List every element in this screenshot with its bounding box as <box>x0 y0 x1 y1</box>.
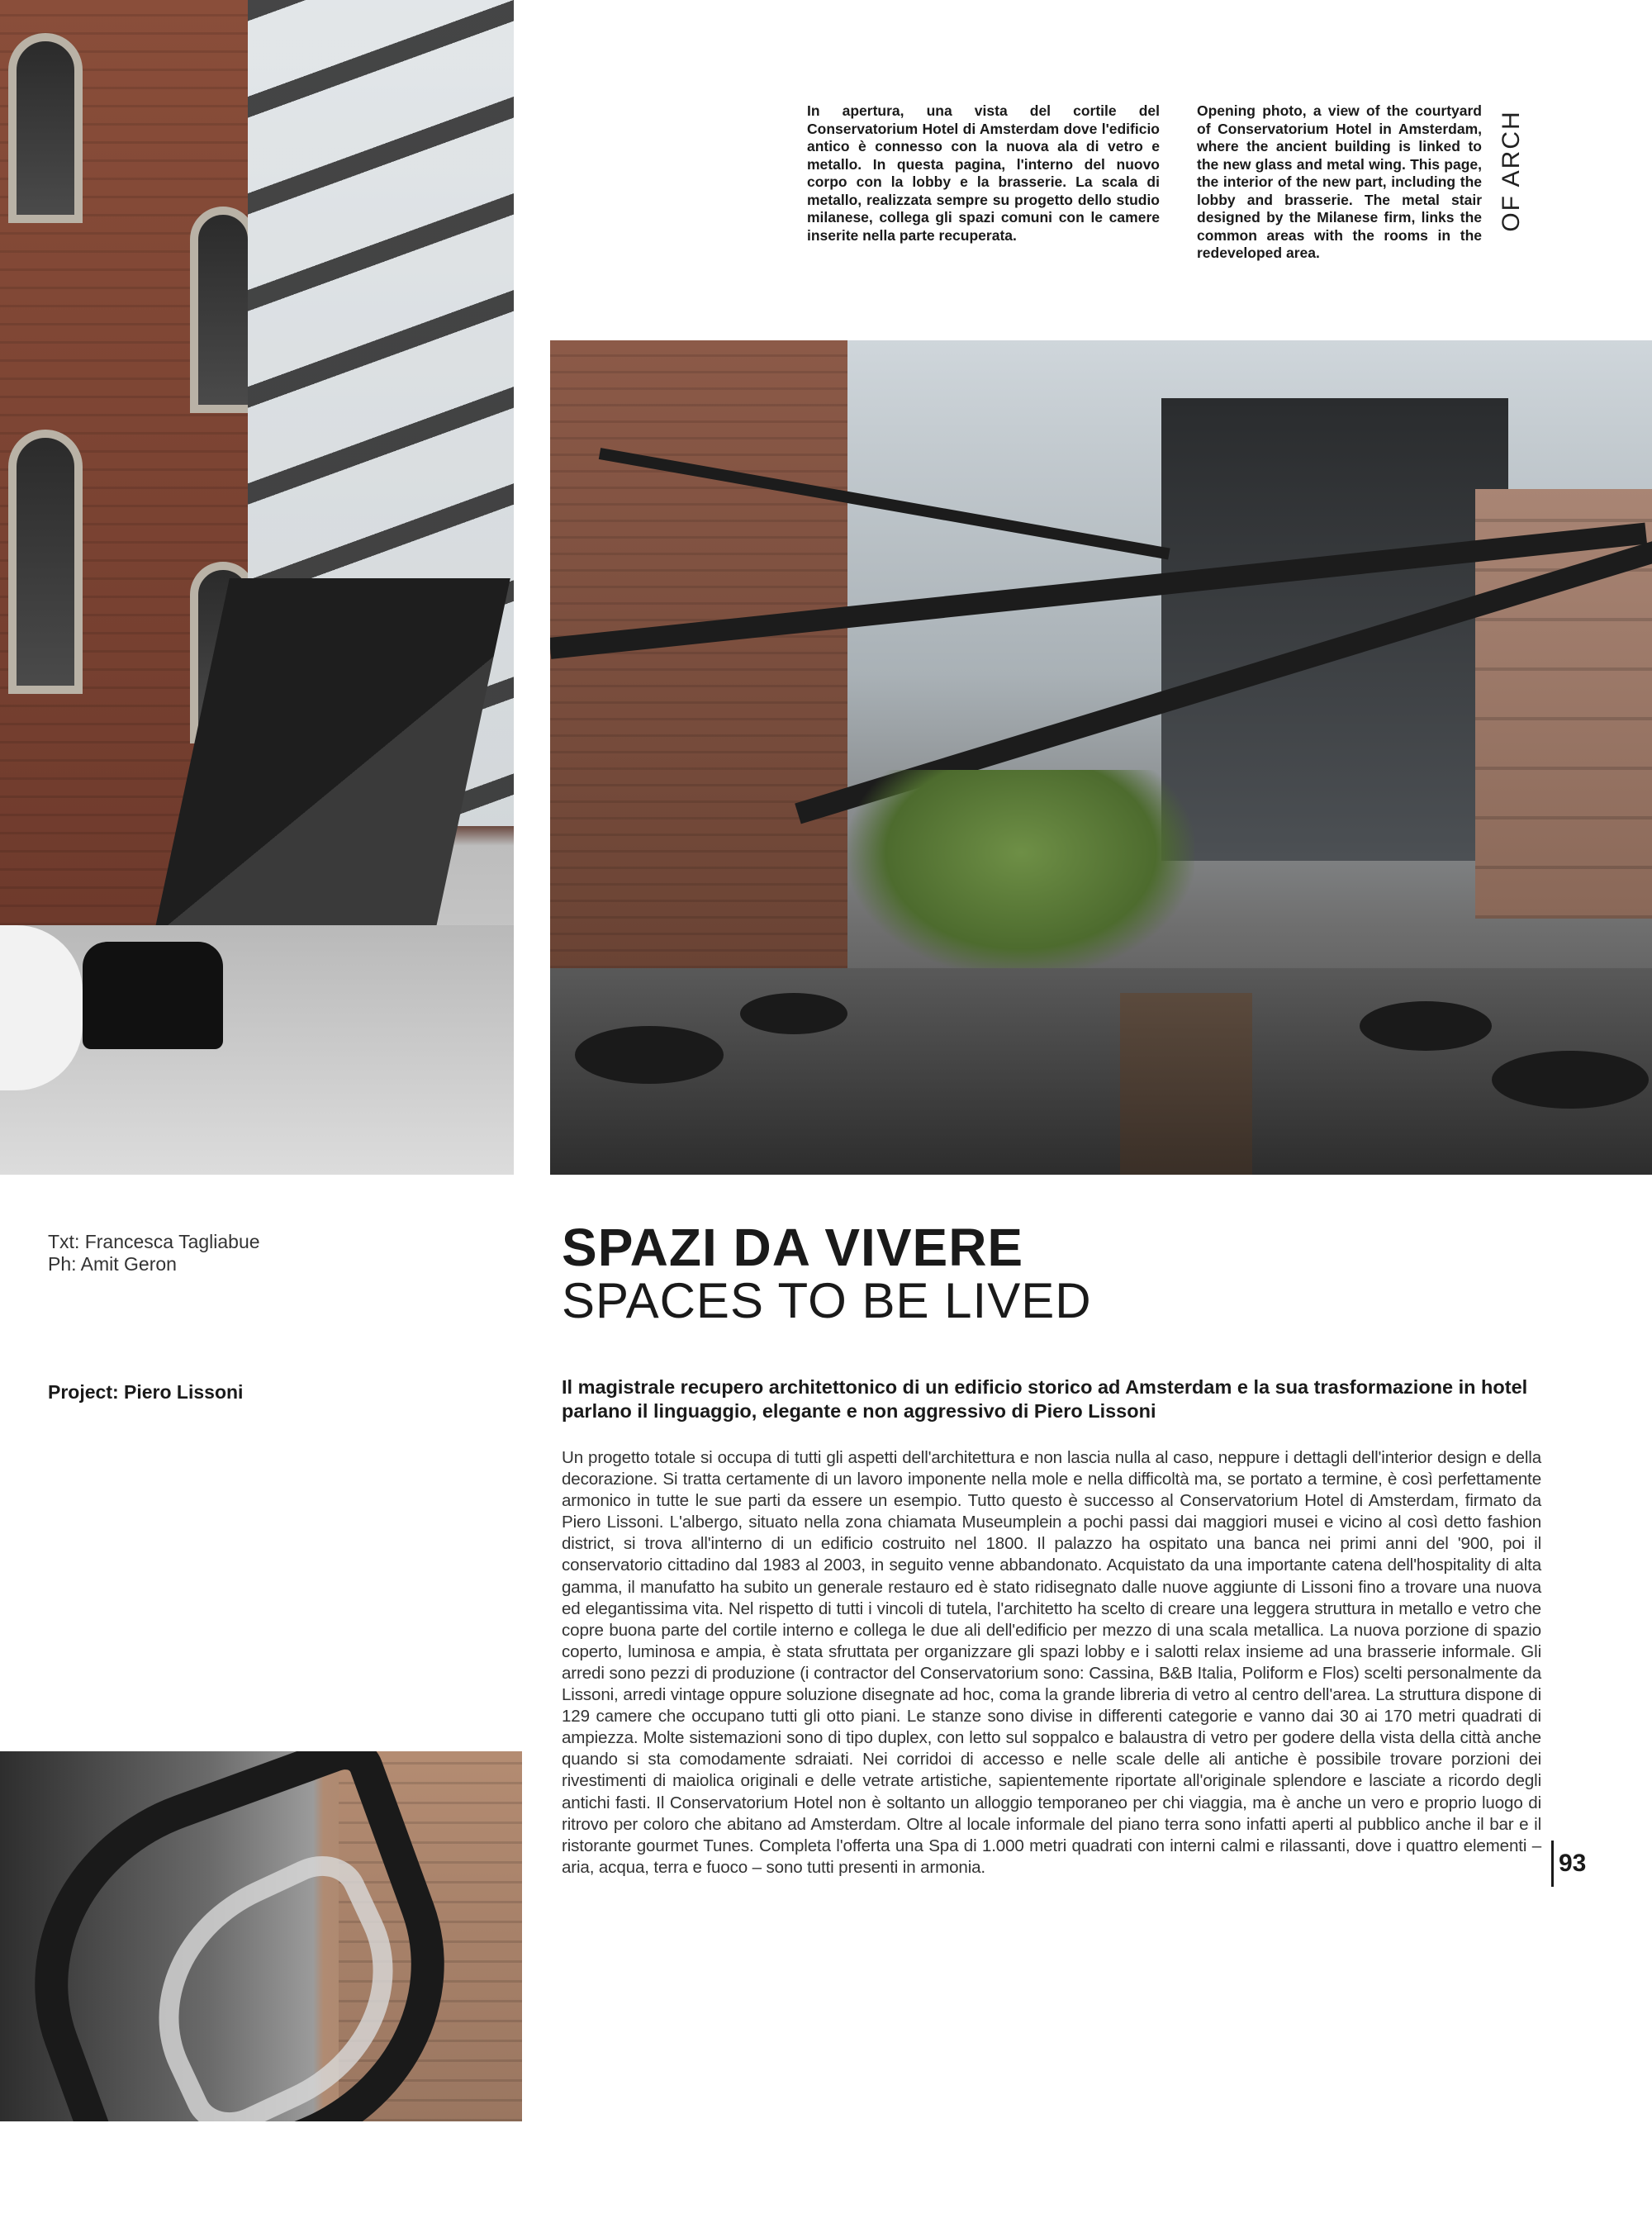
glass-wing <box>1161 398 1508 861</box>
photo-spiral-stair <box>0 1751 522 2121</box>
project-credit: Project: Piero Lissoni <box>48 1381 244 1403</box>
arched-window <box>8 33 83 223</box>
central-counter <box>1120 993 1252 1175</box>
arched-window <box>8 430 83 694</box>
page-number: 93 <box>1551 1841 1586 1887</box>
text-credit: Txt: Francesca Tagliabue <box>48 1231 260 1252</box>
section-tag-label: OF ARCH <box>1498 110 1525 232</box>
photo-credit: Ph: Amit Geron <box>48 1253 177 1275</box>
dining-table <box>1492 1051 1649 1109</box>
dining-table <box>575 1026 724 1084</box>
section-tag <box>1497 109 1526 233</box>
article-subtitle: SPACES TO BE LIVED <box>562 1273 1092 1328</box>
indoor-trees <box>847 770 1194 976</box>
credits <box>48 1231 395 1275</box>
black-armchair <box>83 942 223 1049</box>
photo-brasserie-atrium <box>550 340 1652 1175</box>
dining-table <box>740 993 847 1034</box>
arched-window <box>190 207 256 413</box>
caption-italian: In apertura, una vista del cortile del Conservatorium Hotel di Amsterdam dove l'edificio antico è connesso con la nuova ala di vetro e metallo. In questa pagina, l'interno del nuovo corpo con la lobby e la brasserie. La scala di metallo, realizzata sempre su progetto dello studio milanese, collega gli spazi comuni con le camere inserite nella parte recuperata. <box>807 102 1160 244</box>
article-lead: Il magistrale recupero architettonico di un edificio storico ad Amsterdam e la sua trasformazione in hotel parlano il linguaggio, elegante e non aggressivo di Piero Lissoni <box>562 1376 1528 1422</box>
caption-english: Opening photo, a view of the courtyard of Conservatorium Hotel in Amsterdam, where the ancient building is linked to the new glass and metal wing. This page, the interior of the new part, including the lobby and brasserie. The metal stair designed by the Milanese firm, links the common areas with the rooms in the redeveloped area. <box>1197 102 1482 261</box>
dining-table <box>1360 1001 1492 1051</box>
article-title: SPAZI DA VIVERE <box>562 1218 1024 1277</box>
brasserie-floor <box>550 968 1652 1175</box>
article-body: Un progetto totale si occupa di tutti gli aspetti dell'architettura e non lascia nulla al caso, neppure i dettagli dell'interior design e della decorazione. Si tratta certamente di un lavoro imponente nella mole e nella difficoltà ma, se portato a termine, è così perfettamente armonico in tutte le sue parti da essere un esempio. Tutto questo è successo al Conservatorium Hotel di Amsterdam, firmato da Piero Lissoni. L'albergo, situato nella zona chiamata Museumplein a pochi passi dai maggiori musei e vicino al così detto fashion district, si trova all'interno di un edificio costruito nel 1800. Il palazzo ha ospitato una banca nei primi anni del '900, poi il conservatorio cittadino dal 1983 al 2003, in seguito venne abbandonato. Acquistato da una importante catena dell'hospitality di alta gamma, il manufatto ha subito un generale restauro ed è stato ridisegnato dalle nuove aggiunte di Lissoni fino a trovare una nuova ed elegantissima vita. Nel rispetto di tutti i vincoli di tutela, l'architetto ha scelto di creare una leggera struttura in metallo e vetro che copre buona parte del cortile interno e collega le due ali dell'edificio per mezzo di una scala metallica. La nuova porzione di spazio coperto, luminosa e ampia, è stata sfruttata per organizzare gli spazi lobby e i salotti relax insieme ad una brasserie informale. Gli arredi sono pezzi di produzione (i contractor del Conservatorium sono: Cassina, B&B Italia, Poliform e Flos) scelti personalmente da Lissoni, arredi vintage oppure soluzione disegnate ad hoc, coma la grande libreria di vetro al centro dell'area. La struttura dispone di 129 camere che occupano tutti gli otto piani. Le stanze sono divise in differenti categorie e vanno dai 30 ai 170 metri quadrati di ampiezza. Molte sistemazioni sono di tipo duplex, con letto sul soppalco e balaustra di vetro per godere della vista della città anche quando si sta comodamente sdraiati. Nei corridoi di accesso e nelle scale delle ali antiche è possibile trovare porzioni dei rivestimenti di maiolica originali e delle vetrate artistiche, sapientemente riportate all'originale splendore e lasciate a ricordo degli antichi fasti. Il Conservatorium Hotel non è soltanto un alloggio temporaneo per chi viaggia, ma è anche un vero e proprio luogo di ritrovo per coloro che abitano ad Amsterdam. Oltre al locale informale del piano terra sono infatti aperti al pubblico anche il bar e il ristorante gourmet Tunes. Completa l'offerta una Spa di 1.000 metri quadrati con interni calmi e rilassanti, dove i quattro elementi – aria, acqua, terra e fuoco – sono tutti presenti in armonia. <box>562 1448 1541 1877</box>
photo-staircase-courtyard <box>0 0 514 1175</box>
